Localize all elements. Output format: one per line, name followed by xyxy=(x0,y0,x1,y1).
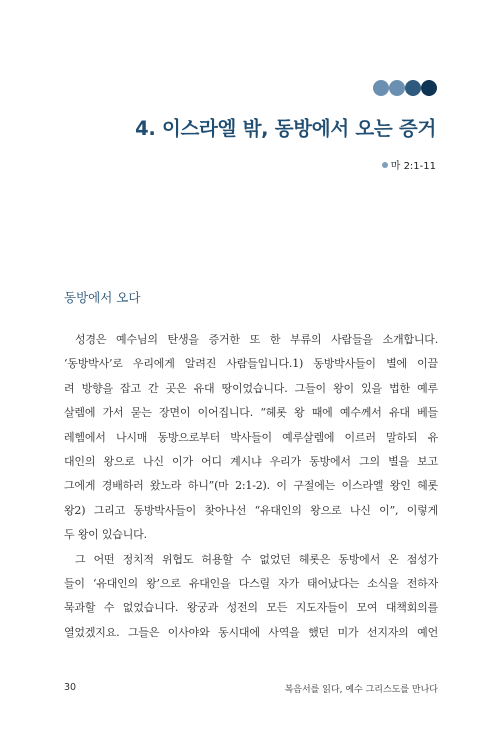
body-line: 두 왕이 있습니다. xyxy=(64,528,147,542)
bullet-icon xyxy=(382,162,388,168)
body-line: 그에게 경배하러 왔노라 하니”(마 2:1-2). 이 구절에는 이스라엘 왕인 헤롯 xyxy=(64,479,438,493)
ornament-dot-1 xyxy=(373,80,389,96)
body-line: 묵과할 수 없었습니다. 왕궁과 성전의 모든 지도자들이 모여 대책회의를 xyxy=(64,601,438,615)
ornament-dot-4 xyxy=(421,80,437,96)
chapter-title: 4. 이스라엘 밖, 동방에서 오는 증거 xyxy=(135,117,436,140)
running-footer-title: 복음서를 읽다, 예수 그리스도를 만나다 xyxy=(284,685,438,695)
body-line: 그 어떤 정치적 위협도 허용할 수 없었던 헤롯은 동방에서 온 점성가 xyxy=(75,552,438,566)
ornament-dot-2 xyxy=(389,80,405,96)
body-text xyxy=(64,328,438,645)
body-line: 레헴에서 나시매 동방으로부터 박사들이 예루살렘에 이르러 말하되 유 xyxy=(64,430,438,444)
body-line: 성경은 예수님의 탄생을 증거한 또 한 부류의 사람들을 소개합니다. xyxy=(75,333,438,346)
chapter-dots-ornament xyxy=(373,80,437,96)
body-line: ‘동방박사’로 우리에게 알려진 사람들입니다.1) 동방박사들이 별에 이끌 xyxy=(64,357,438,371)
body-line: 왕2) 그리고 동방박사들이 찾아나선 “유대인의 왕으로 나신 이”, 이렇게 xyxy=(64,503,438,517)
body-line: 열었겠지요. 그들은 이사야와 동시대에 사역을 했던 미가 선지자의 예언 xyxy=(64,625,438,639)
body-line: 들이 ‘유대인의 왕’으로 유대인을 다스릴 자가 태어났다는 소식을 전하자 xyxy=(64,576,438,590)
body-line: 대인의 왕으로 나신 이가 어디 계시냐 우리가 동방에서 그의 별을 보고 xyxy=(64,454,438,468)
body-line: 살렘에 가서 묻는 장면이 이어집니다. “헤롯 왕 때에 예수께서 유대 베들 xyxy=(64,406,438,420)
body-line: 려 방향을 잡고 간 곳은 유대 땅이었습니다. 그들이 왕이 있을 법한 예루 xyxy=(64,381,438,395)
scripture-reference xyxy=(300,157,436,172)
ornament-dot-3 xyxy=(405,80,421,96)
page-number: 30 xyxy=(64,682,77,693)
section-heading: 동방에서 오다 xyxy=(64,290,141,305)
scripture-reference-text: 마 2:1-11 xyxy=(390,161,436,172)
